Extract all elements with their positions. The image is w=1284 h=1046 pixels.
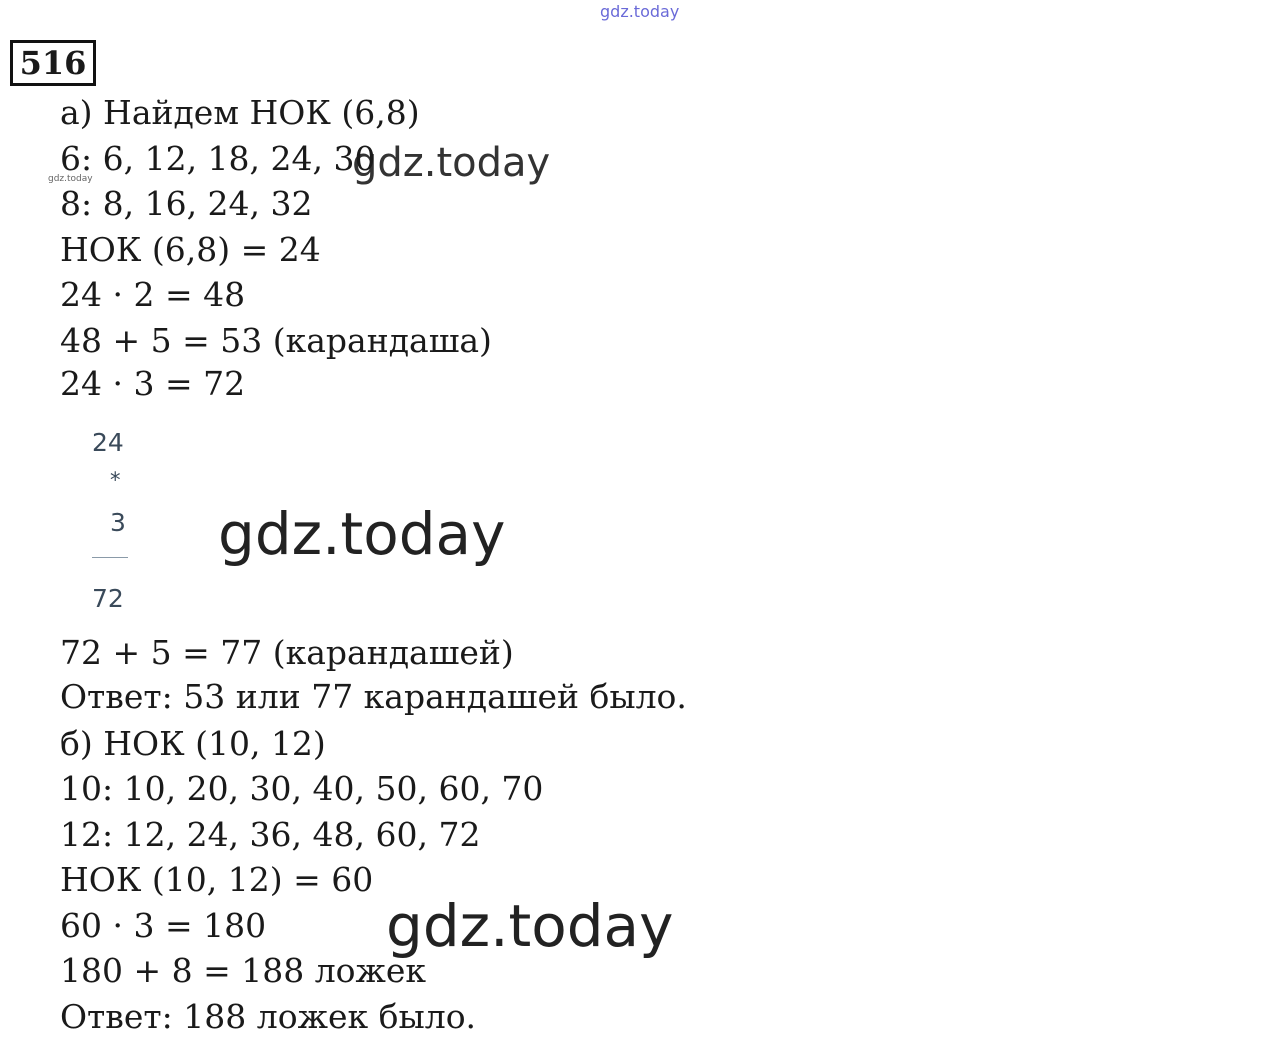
part-a-answer: Ответ: 53 или 77 карандашей было. [60,677,687,716]
column-mult-multiplier: 3 [110,508,126,537]
multiples-of-8: 8: 8, 16, 24, 32 [60,184,313,223]
multiples-of-10: 10: 10, 20, 30, 40, 50, 60, 70 [60,769,544,808]
watermark-top: gdz.today [600,2,680,21]
watermark-small: gdz.today [352,140,551,186]
calc-72plus5: 72 + 5 = 77 (карандашей) [60,633,514,672]
column-mult-top: 24 [92,428,124,457]
calc-60x3: 60 · 3 = 180 [60,906,267,945]
watermark-bottom: gdz.today [386,892,674,960]
calc-24x2: 24 · 2 = 48 [60,275,246,314]
part-a-heading: а) Найдем НОК (6,8) [60,93,420,132]
multiples-of-6: 6: 6, 12, 18, 24, 30 [60,139,376,178]
watermark-middle: gdz.today [218,500,506,568]
calc-48plus5: 48 + 5 = 53 (карандаша) [60,321,492,360]
calc-180plus8: 180 + 8 = 188 ложек [60,951,427,990]
multiples-of-12: 12: 12, 24, 36, 48, 60, 72 [60,815,481,854]
column-mult-divider [92,557,128,558]
part-b-heading: б) НОК (10, 12) [60,724,326,763]
calc-24x3: 24 · 3 = 72 [60,364,246,403]
problem-number-box: 516 [10,40,96,86]
watermark-tiny: gdz.today [48,174,93,184]
column-mult-operator: * [110,468,121,492]
lcm-6-8-result: НОК (6,8) = 24 [60,230,321,269]
lcm-10-12-result: НОК (10, 12) = 60 [60,860,374,899]
part-b-answer: Ответ: 188 ложек было. [60,997,477,1036]
column-mult-result: 72 [92,584,124,613]
